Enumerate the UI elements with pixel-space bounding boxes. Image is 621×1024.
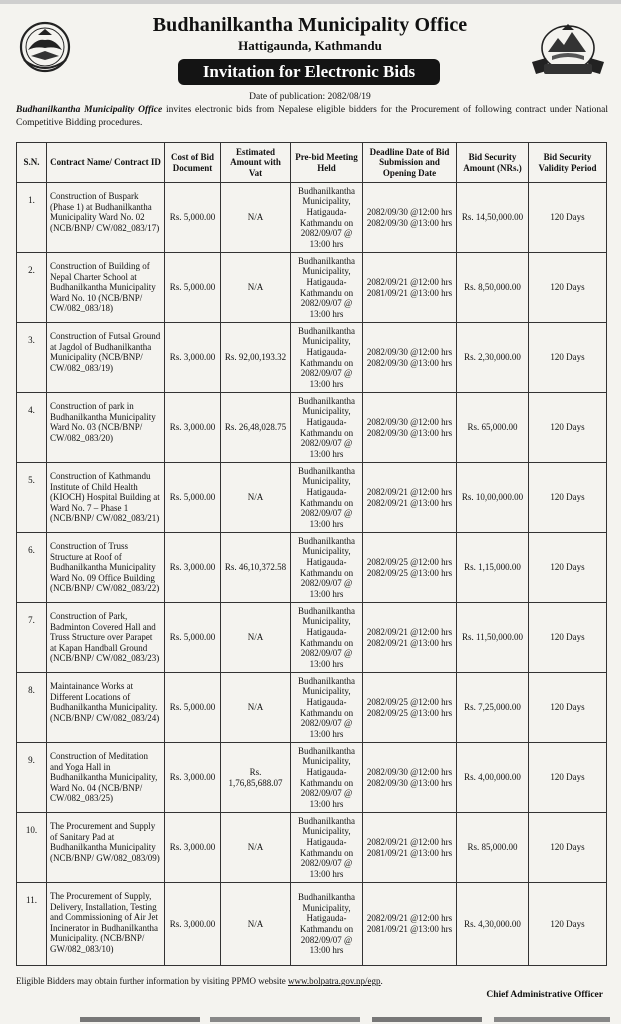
row-validity: 120 Days bbox=[529, 323, 607, 393]
row-sn: 3. bbox=[17, 323, 47, 393]
row-cost: Rs. 3,000.00 bbox=[165, 533, 221, 603]
table-row bbox=[17, 533, 607, 603]
row-validity: 120 Days bbox=[529, 673, 607, 743]
header-sn: S.N. bbox=[17, 143, 47, 183]
row-sn: 6. bbox=[17, 533, 47, 603]
row-contract-name: Construction of Kathmandu Institute of Child Health (KIOCH) Hospital Building at Ward No. 7 – Phase 1 (NCB/BNP/ CW/082_083/21) bbox=[47, 463, 165, 533]
row-deadline: 2082/09/21 @12:00 hrs 2081/09/21 @13:00 hrs bbox=[363, 253, 457, 323]
row-sn: 5. bbox=[17, 463, 47, 533]
row-prebid-meeting: Budhanilkantha Municipality, Hatigauda- Kathmandu on 2082/09/07 @ 13:00 hrs bbox=[291, 253, 363, 323]
row-sn: 8. bbox=[17, 673, 47, 743]
row-validity: 120 Days bbox=[529, 603, 607, 673]
row-prebid-meeting: Budhanilkantha Municipality, Hatigauda- Kathmandu on 2082/09/07 @ 13:00 hrs bbox=[291, 393, 363, 463]
header-validity: Bid Security Validity Period bbox=[529, 143, 607, 183]
ppmo-website-link[interactable]: www.bolpatra.gov.np/egp bbox=[287, 976, 381, 986]
row-deadline: 2082/09/30 @12:00 hrs 2082/09/30 @13:00 hrs bbox=[363, 393, 457, 463]
row-contract-name: Construction of Park, Badminton Covered Hall and Truss Structure over Parapet at Kapan Handball Ground (NCB/BNP/ CW/082_083/23) bbox=[47, 603, 165, 673]
header-deadline: Deadline Date of Bid Submission and Opening Date bbox=[363, 143, 457, 183]
nepal-government-emblem-icon bbox=[16, 20, 74, 74]
row-deadline: 2082/09/25 @12:00 hrs 2082/09/25 @13:00 hrs bbox=[363, 533, 457, 603]
table-row bbox=[17, 463, 607, 533]
table-row bbox=[17, 813, 607, 883]
row-cost: Rs. 5,000.00 bbox=[165, 603, 221, 673]
row-estimated-amount: N/A bbox=[221, 603, 291, 673]
table-row bbox=[17, 883, 607, 966]
row-deadline: 2082/09/30 @12:00 hrs 2082/09/30 @13:00 hrs bbox=[363, 183, 457, 253]
signatory: Chief Administrative Officer bbox=[486, 990, 603, 1000]
row-deadline: 2082/09/21 @12:00 hrs 2081/09/21 @13:00 hrs bbox=[363, 813, 457, 883]
row-contract-name: The Procurement and Supply of Sanitary Pad at Budhanilkantha Municipality (NCB/BNP/ GW/082_083/09) bbox=[47, 813, 165, 883]
row-deadline: 2082/09/21 @12:00 hrs 2082/09/21 @13:00 hrs bbox=[363, 463, 457, 533]
row-cost: Rs. 5,000.00 bbox=[165, 673, 221, 743]
publication-date: Date of publication: 2082/08/19 bbox=[249, 92, 371, 102]
header-cost: Cost of Bid Document bbox=[165, 143, 221, 183]
footer-note-text: Eligible Bidders may obtain further information by visiting PPMO website bbox=[16, 976, 288, 986]
row-prebid-meeting: Budhanilkantha Municipality, Hatigauda- Kathmandu on 2082/09/07 @ 13:00 hrs bbox=[291, 323, 363, 393]
row-prebid-meeting: Budhanilkantha Municipality, Hatigauda- Kathmandu on 2082/09/07 @ 13:00 hrs bbox=[291, 533, 363, 603]
row-estimated-amount: N/A bbox=[221, 883, 291, 966]
row-validity: 120 Days bbox=[529, 253, 607, 323]
row-estimated-amount: N/A bbox=[221, 183, 291, 253]
row-validity: 120 Days bbox=[529, 813, 607, 883]
row-sn: 2. bbox=[17, 253, 47, 323]
row-cost: Rs. 3,000.00 bbox=[165, 323, 221, 393]
bids-table bbox=[16, 142, 607, 966]
intro-org-name: Budhanilkantha Municipality Office bbox=[16, 105, 163, 115]
row-cost: Rs. 3,000.00 bbox=[165, 393, 221, 463]
row-prebid-meeting: Budhanilkantha Municipality, Hatigauda- Kathmandu on 2082/09/07 @ 13:00 hrs bbox=[291, 883, 363, 966]
row-prebid-meeting: Budhanilkantha Municipality, Hatigauda- Kathmandu on 2082/09/07 @ 13:00 hrs bbox=[291, 673, 363, 743]
header-prebid: Pre-bid Meeting Held bbox=[291, 143, 363, 183]
row-contract-name: Construction of park in Budhanilkantha Municipality Ward No. 03 (NCB/BNP/ CW/082_083/20) bbox=[47, 393, 165, 463]
next-notice-text-strip bbox=[80, 1015, 610, 1024]
row-validity: 120 Days bbox=[529, 743, 607, 813]
row-contract-name: Maintainance Works at Different Locations of Budhanilkantha Municipality. (NCB/BNP/ CW/082_083/24) bbox=[47, 673, 165, 743]
row-prebid-meeting: Budhanilkantha Municipality, Hatigauda- Kathmandu on 2082/09/07 @ 13:00 hrs bbox=[291, 603, 363, 673]
table-header-row bbox=[17, 143, 607, 183]
row-validity: 120 Days bbox=[529, 463, 607, 533]
row-estimated-amount: N/A bbox=[221, 463, 291, 533]
row-security-amount: Rs. 8,50,000.00 bbox=[457, 253, 529, 323]
row-deadline: 2082/09/30 @12:00 hrs 2082/09/30 @13:00 hrs bbox=[363, 743, 457, 813]
row-cost: Rs. 3,000.00 bbox=[165, 883, 221, 966]
row-prebid-meeting: Budhanilkantha Municipality, Hatigauda- Kathmandu on 2082/09/07 @ 13:00 hrs bbox=[291, 183, 363, 253]
row-sn: 11. bbox=[17, 883, 47, 966]
table-row bbox=[17, 743, 607, 813]
row-estimated-amount: Rs. 1,76,85,688.07 bbox=[221, 743, 291, 813]
row-estimated-amount: Rs. 26,48,028.75 bbox=[221, 393, 291, 463]
row-prebid-meeting: Budhanilkantha Municipality, Hatigauda- Kathmandu on 2082/09/07 @ 13:00 hrs bbox=[291, 743, 363, 813]
intro-paragraph bbox=[16, 104, 608, 129]
row-security-amount: Rs. 4,30,000.00 bbox=[457, 883, 529, 966]
row-security-amount: Rs. 7,25,000.00 bbox=[457, 673, 529, 743]
row-prebid-meeting: Budhanilkantha Municipality, Hatigauda- Kathmandu on 2082/09/07 @ 13:00 hrs bbox=[291, 463, 363, 533]
row-cost: Rs. 5,000.00 bbox=[165, 253, 221, 323]
table-row bbox=[17, 603, 607, 673]
row-deadline: 2082/09/30 @12:00 hrs 2082/09/30 @13:00 hrs bbox=[363, 323, 457, 393]
row-security-amount: Rs. 11,50,000.00 bbox=[457, 603, 529, 673]
row-sn: 10. bbox=[17, 813, 47, 883]
row-sn: 1. bbox=[17, 183, 47, 253]
row-estimated-amount: N/A bbox=[221, 673, 291, 743]
row-contract-name: Construction of Building of Nepal Charter School at Budhanilkantha Municipality Ward No. 10 (NCB/BNP/ CW/082_083/18) bbox=[47, 253, 165, 323]
row-contract-name: The Procurement of Supply, Delivery, Installation, Testing and Commissioning of Air Jet Incinerator in Budhanilkantha Municipality. (NCB/BNP/ GW/082_083/10) bbox=[47, 883, 165, 966]
table-row bbox=[17, 323, 607, 393]
table-row bbox=[17, 673, 607, 743]
row-validity: 120 Days bbox=[529, 393, 607, 463]
top-edge bbox=[0, 0, 621, 4]
budhanilkantha-municipality-logo-icon bbox=[528, 18, 608, 80]
row-security-amount: Rs. 1,15,000.00 bbox=[457, 533, 529, 603]
row-security-amount: Rs. 14,50,000.00 bbox=[457, 183, 529, 253]
row-estimated-amount: N/A bbox=[221, 253, 291, 323]
row-estimated-amount: N/A bbox=[221, 813, 291, 883]
footer-note-end: . bbox=[380, 976, 383, 986]
row-validity: 120 Days bbox=[529, 183, 607, 253]
row-security-amount: Rs. 10,00,000.00 bbox=[457, 463, 529, 533]
table-row bbox=[17, 253, 607, 323]
row-security-amount: Rs. 4,00,000.00 bbox=[457, 743, 529, 813]
row-contract-name: Construction of Truss Structure at Roof of Budhanilkantha Municipality Ward No. 09 Office Building (NCB/BNP/ CW/082_083/22) bbox=[47, 533, 165, 603]
row-security-amount: Rs. 85,000.00 bbox=[457, 813, 529, 883]
row-security-amount: Rs. 2,30,000.00 bbox=[457, 323, 529, 393]
row-cost: Rs. 5,000.00 bbox=[165, 463, 221, 533]
row-validity: 120 Days bbox=[529, 883, 607, 966]
table-body bbox=[17, 183, 607, 966]
row-sn: 4. bbox=[17, 393, 47, 463]
row-cost: Rs. 3,000.00 bbox=[165, 813, 221, 883]
row-security-amount: Rs. 65,000.00 bbox=[457, 393, 529, 463]
row-deadline: 2082/09/21 @12:00 hrs 2082/09/21 @13:00 hrs bbox=[363, 603, 457, 673]
row-cost: Rs. 3,000.00 bbox=[165, 743, 221, 813]
header-estimated-amount: Estimated Amount with Vat bbox=[221, 143, 291, 183]
footer-note bbox=[16, 976, 383, 986]
notice-title-banner: Invitation for Electronic Bids bbox=[178, 59, 440, 85]
row-contract-name: Construction of Buspark (Phase 1) at Budhanilkantha Municipality Ward No. 02 (NCB/BNP/ CW/082_083/17) bbox=[47, 183, 165, 253]
organization-location: Hattigaunda, Kathmandu bbox=[238, 38, 382, 53]
row-prebid-meeting: Budhanilkantha Municipality, Hatigauda- Kathmandu on 2082/09/07 @ 13:00 hrs bbox=[291, 813, 363, 883]
row-cost: Rs. 5,000.00 bbox=[165, 183, 221, 253]
row-contract-name: Construction of Meditation and Yoga Hall in Budhanilkantha Municipality, Ward No. 04 (NCB/BNP/ CW/082_083/25) bbox=[47, 743, 165, 813]
table-row bbox=[17, 183, 607, 253]
row-estimated-amount: Rs. 92,00,193.32 bbox=[221, 323, 291, 393]
intro-text: invites electronic bids from Nepalese eligible bidders for the Procurement of following contract under National Competitive Bidding procedures. bbox=[16, 105, 608, 128]
row-deadline: 2082/09/21 @12:00 hrs 2081/09/21 @13:00 hrs bbox=[363, 883, 457, 966]
organization-name: Budhanilkantha Municipality Office bbox=[152, 14, 468, 36]
row-deadline: 2082/09/25 @12:00 hrs 2082/09/25 @13:00 hrs bbox=[363, 673, 457, 743]
row-validity: 120 Days bbox=[529, 533, 607, 603]
header-security-amount: Bid Security Amount (NRs.) bbox=[457, 143, 529, 183]
row-estimated-amount: Rs. 46,10,372.58 bbox=[221, 533, 291, 603]
table-row bbox=[17, 393, 607, 463]
row-sn: 9. bbox=[17, 743, 47, 813]
header-contract-name: Contract Name/ Contract ID bbox=[47, 143, 165, 183]
row-sn: 7. bbox=[17, 603, 47, 673]
row-contract-name: Construction of Futsal Ground at Jagdol of Budhanilkantha Municipality (NCB/BNP/ CW/082_083/19) bbox=[47, 323, 165, 393]
